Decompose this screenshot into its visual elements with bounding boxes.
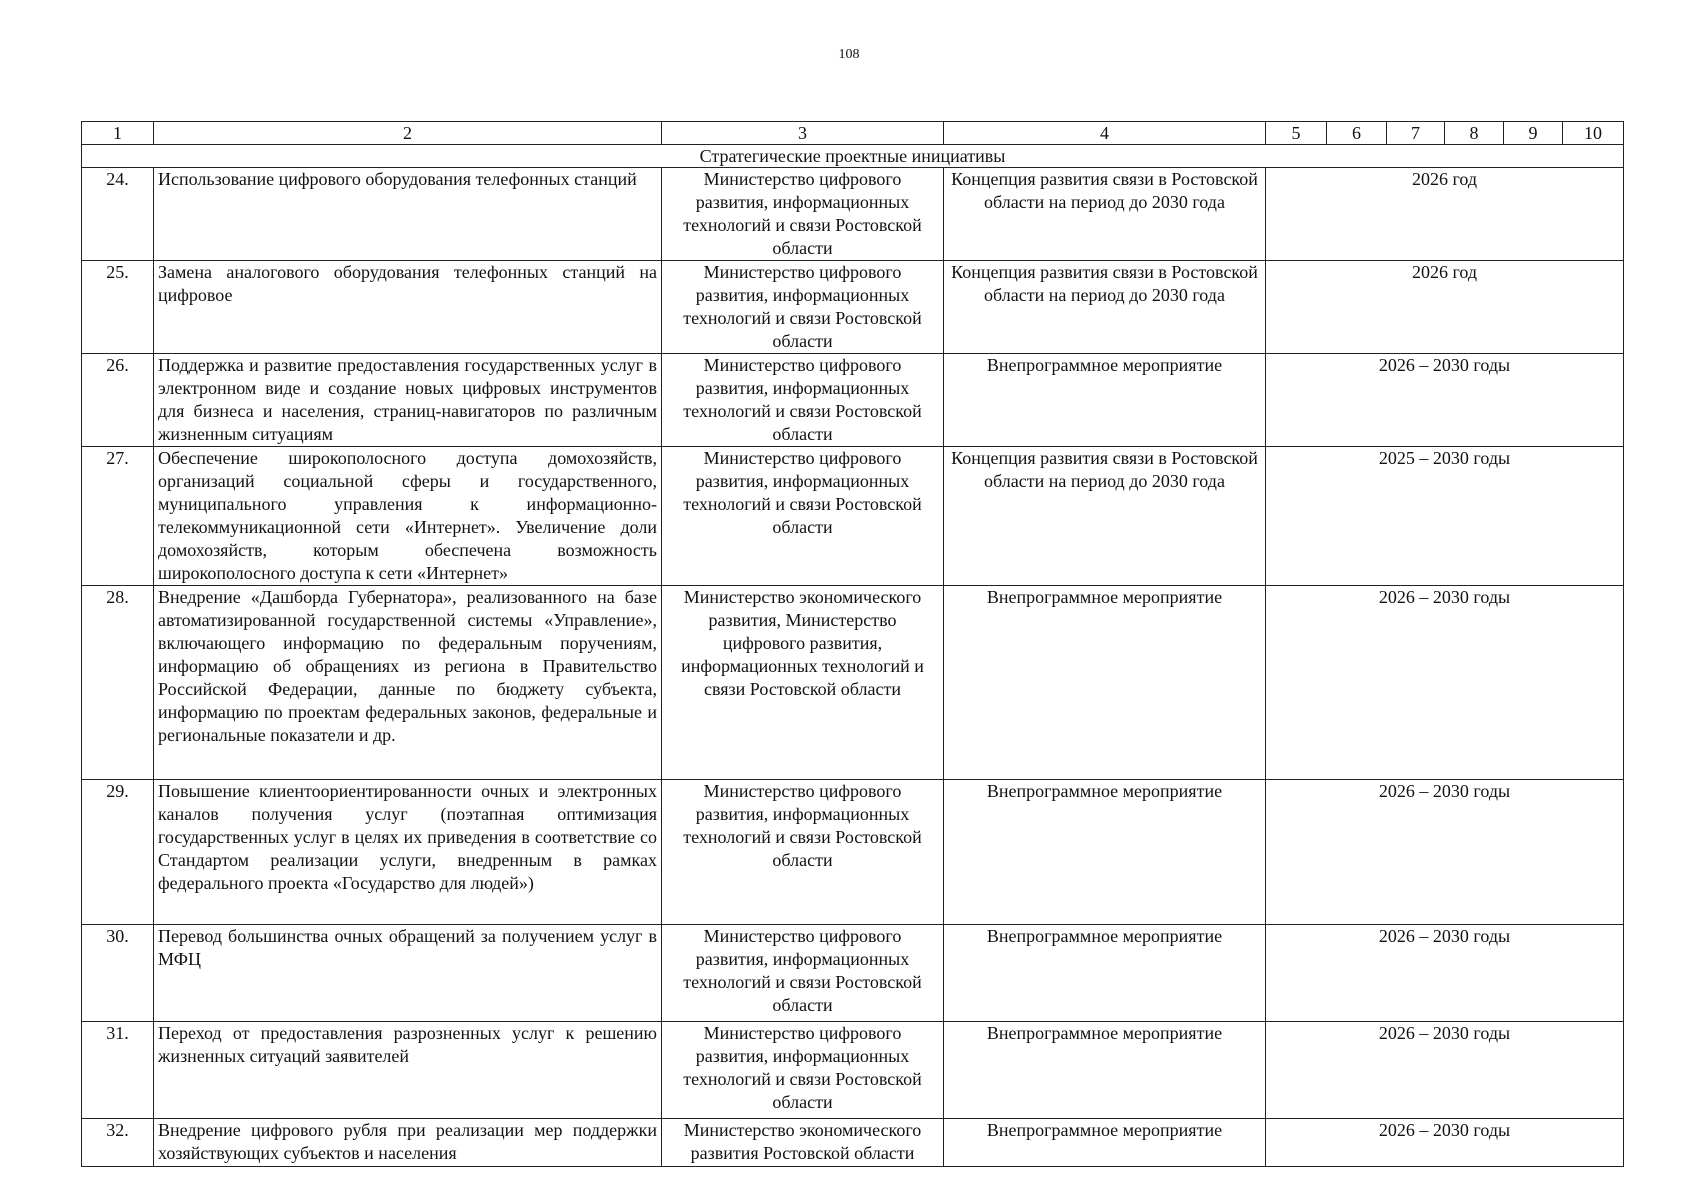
column-header: 3 <box>662 122 944 145</box>
executor: Министерство цифрового развития, информационных технологий и связи Ростовской области <box>662 780 944 925</box>
table-row <box>82 1119 1624 1167</box>
document: Внепрограммное мероприятие <box>944 1022 1266 1119</box>
column-header: 5 <box>1266 122 1327 145</box>
document: Внепрограммное мероприятие <box>944 1119 1266 1167</box>
term: 2025 – 2030 годы <box>1266 447 1624 586</box>
table-row <box>82 586 1624 780</box>
table-row <box>82 1022 1624 1119</box>
term: 2026 – 2030 годы <box>1266 586 1624 780</box>
initiative-name: Внедрение «Дашборда Губернатора», реализованного на базе автоматизированной государственной системы «Управление», включающего информацию по федеральным поручениям, информацию об обращениях из региона в Правительство Российской Федерации, данные по бюджету субъекта, информацию по проектам федеральных законов, федеральные и региональные показатели и др. <box>154 586 662 780</box>
page-number: 108 <box>838 47 860 62</box>
term: 2026 – 2030 годы <box>1266 354 1624 447</box>
document: Внепрограммное мероприятие <box>944 586 1266 780</box>
row-number: 25. <box>82 261 154 354</box>
column-header: 10 <box>1563 122 1624 145</box>
column-header: 7 <box>1387 122 1445 145</box>
initiative-name: Обеспечение широкополосного доступа домохозяйств, организаций социальной сферы и государственного, муниципального управления к информационно-телекоммуникационной сети «Интернет». Увеличение доли домохозяйств, которым обеспечена возможность широкополосного доступа к сети «Интернет» <box>154 447 662 586</box>
initiatives-table <box>81 121 1624 1167</box>
term: 2026 год <box>1266 168 1624 261</box>
initiative-name: Использование цифрового оборудования телефонных станций <box>154 168 662 261</box>
initiative-name: Перевод большинства очных обращений за получением услуг в МФЦ <box>154 925 662 1022</box>
initiative-name: Внедрение цифрового рубля при реализации мер поддержки хозяйствующих субъектов и населения <box>154 1119 662 1167</box>
document: Концепция развития связи в Ростовской области на период до 2030 года <box>944 168 1266 261</box>
document: Внепрограммное мероприятие <box>944 925 1266 1022</box>
executor: Министерство экономического развития Ростовской области <box>662 1119 944 1167</box>
term: 2026 – 2030 годы <box>1266 925 1624 1022</box>
row-number: 27. <box>82 447 154 586</box>
column-header: 8 <box>1445 122 1504 145</box>
column-header: 1 <box>82 122 154 145</box>
document: Концепция развития связи в Ростовской области на период до 2030 года <box>944 447 1266 586</box>
column-header: 9 <box>1504 122 1563 145</box>
executor: Министерство цифрового развития, информационных технологий и связи Ростовской области <box>662 447 944 586</box>
column-header: 2 <box>154 122 662 145</box>
row-number: 28. <box>82 586 154 780</box>
initiative-name: Переход от предоставления разрозненных услуг к решению жизненных ситуаций заявителей <box>154 1022 662 1119</box>
document: Внепрограммное мероприятие <box>944 354 1266 447</box>
table-row <box>82 780 1624 925</box>
table-row <box>82 925 1624 1022</box>
executor: Министерство цифрового развития, информационных технологий и связи Ростовской области <box>662 1022 944 1119</box>
table-row <box>82 261 1624 354</box>
row-number: 26. <box>82 354 154 447</box>
table-row <box>82 168 1624 261</box>
section-row <box>82 145 1624 168</box>
row-number: 30. <box>82 925 154 1022</box>
executor: Министерство экономического развития, Министерство цифрового развития, информационных технологий и связи Ростовской области <box>662 586 944 780</box>
executor: Министерство цифрового развития, информационных технологий и связи Ростовской области <box>662 354 944 447</box>
row-number: 24. <box>82 168 154 261</box>
initiative-name: Повышение клиентоориентированности очных и электронных каналов получения услуг (поэтапная оптимизация государственных услуг в целях их приведения в соответствие со Стандартом реализации услуги, внедренным в рамках федерального проекта «Государство для людей») <box>154 780 662 925</box>
column-header: 6 <box>1327 122 1387 145</box>
term: 2026 – 2030 годы <box>1266 1022 1624 1119</box>
executor: Министерство цифрового развития, информационных технологий и связи Ростовской области <box>662 261 944 354</box>
row-number: 29. <box>82 780 154 925</box>
section-title: Стратегические проектные инициативы <box>82 145 1624 168</box>
document: Концепция развития связи в Ростовской области на период до 2030 года <box>944 261 1266 354</box>
executor: Министерство цифрового развития, информационных технологий и связи Ростовской области <box>662 168 944 261</box>
table-row <box>82 354 1624 447</box>
table-row <box>82 447 1624 586</box>
column-header-row <box>82 122 1624 145</box>
executor: Министерство цифрового развития, информационных технологий и связи Ростовской области <box>662 925 944 1022</box>
initiative-name: Замена аналогового оборудования телефонных станций на цифровое <box>154 261 662 354</box>
row-number: 31. <box>82 1022 154 1119</box>
term: 2026 – 2030 годы <box>1266 780 1624 925</box>
term: 2026 – 2030 годы <box>1266 1119 1624 1167</box>
document: Внепрограммное мероприятие <box>944 780 1266 925</box>
row-number: 32. <box>82 1119 154 1167</box>
initiative-name: Поддержка и развитие предоставления государственных услуг в электронном виде и создание новых цифровых инструментов для бизнеса и населения, страниц-навигаторов по различным жизненным ситуациям <box>154 354 662 447</box>
term: 2026 год <box>1266 261 1624 354</box>
column-header: 4 <box>944 122 1266 145</box>
